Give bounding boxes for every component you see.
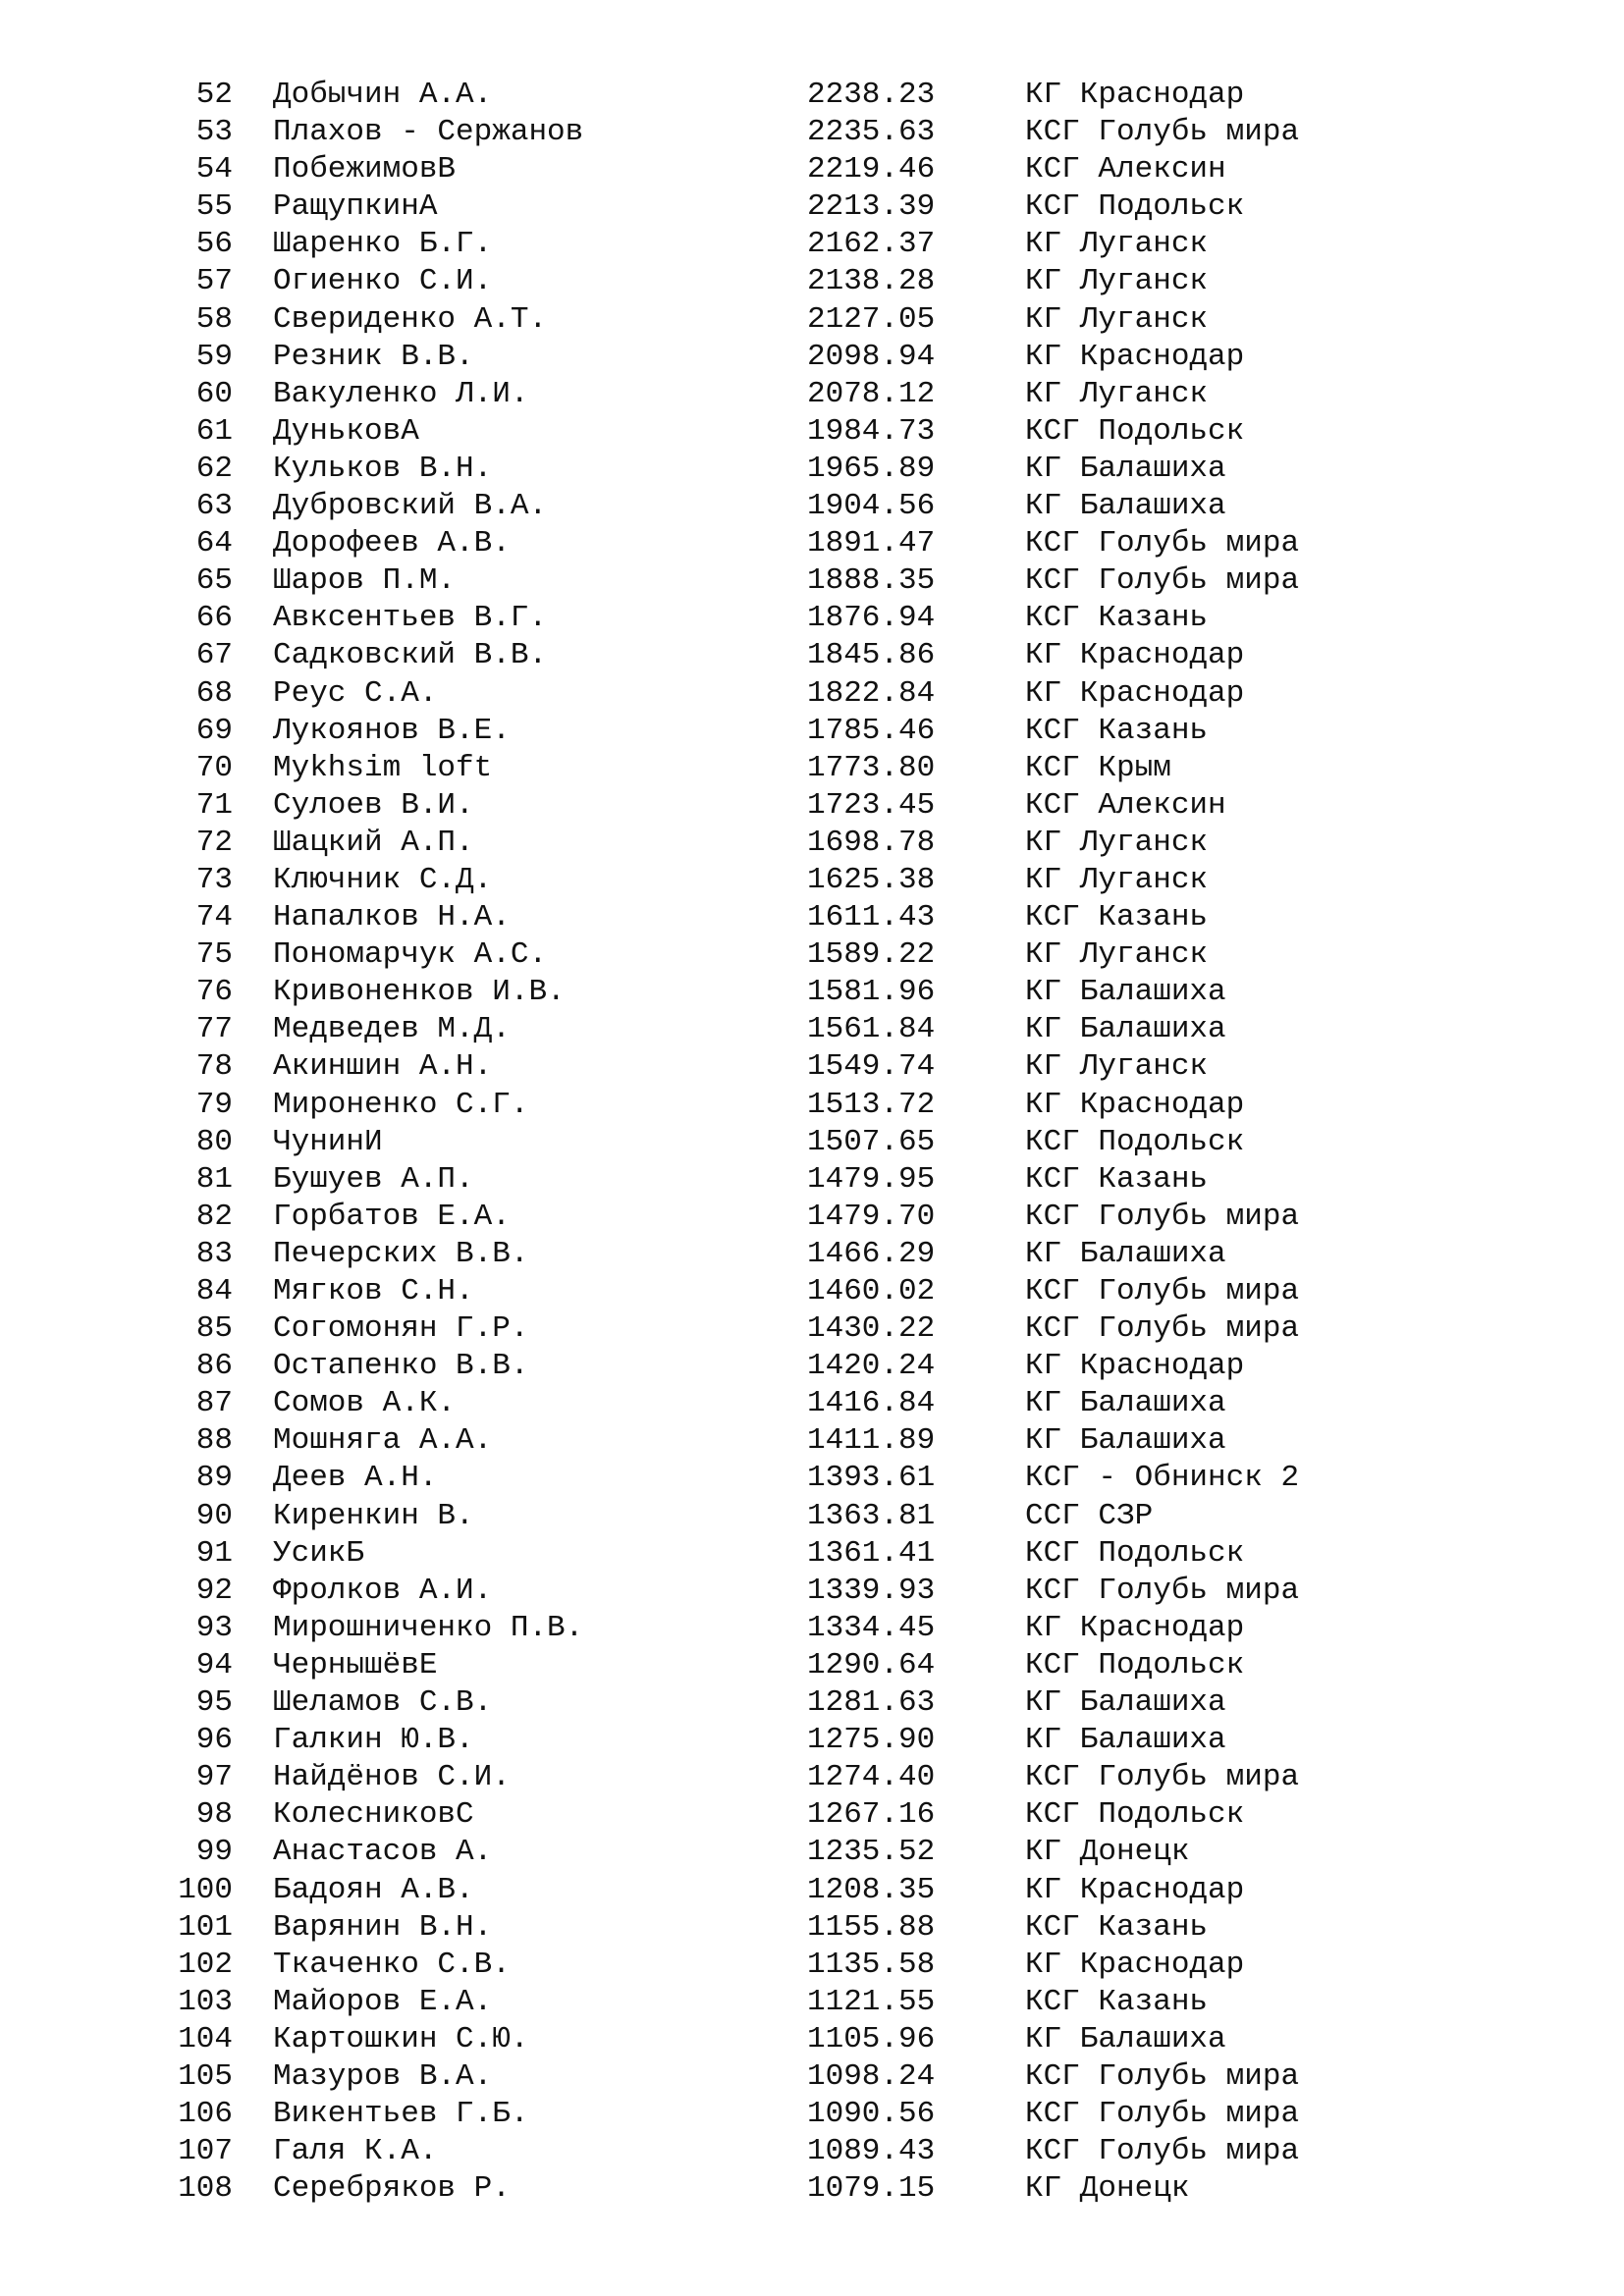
club-cell: КСГ Голубь мира bbox=[1025, 563, 1300, 599]
club-cell: КГ Балашиха bbox=[1025, 1723, 1226, 1758]
rank-cell: 101 bbox=[178, 1909, 233, 1945]
rank-cell: 57 bbox=[195, 264, 233, 299]
rank-cell: 64 bbox=[195, 526, 233, 561]
score-cell: 2213.39 bbox=[807, 189, 936, 225]
rank-cell: 97 bbox=[195, 1760, 233, 1795]
club-cell: КГ Краснодар bbox=[1025, 1087, 1245, 1122]
score-cell: 1479.95 bbox=[807, 1161, 936, 1197]
rank-cell: 93 bbox=[195, 1610, 233, 1645]
table-row bbox=[0, 1573, 1624, 1610]
name-cell: Найдёнов С.И. bbox=[273, 1760, 511, 1795]
score-cell: 1965.89 bbox=[807, 451, 936, 486]
score-cell: 1773.80 bbox=[807, 750, 936, 785]
name-cell: Мягков С.Н. bbox=[273, 1274, 474, 1308]
table-row bbox=[0, 675, 1624, 713]
name-cell: ДуньковА bbox=[273, 413, 419, 449]
club-cell: КГ Балашиха bbox=[1025, 2021, 1226, 2056]
rank-cell: 103 bbox=[178, 1984, 233, 2019]
score-cell: 2078.12 bbox=[807, 376, 936, 411]
score-cell: 1698.78 bbox=[807, 825, 936, 860]
rank-cell: 65 bbox=[195, 563, 233, 599]
rank-cell: 99 bbox=[195, 1835, 233, 1870]
club-cell: КСГ Голубь мира bbox=[1025, 1311, 1300, 1347]
name-cell: Mykhsim loft bbox=[273, 750, 493, 785]
rank-cell: 90 bbox=[195, 1498, 233, 1533]
table-row bbox=[0, 974, 1624, 1011]
club-cell: КСГ Крым bbox=[1025, 750, 1171, 785]
name-cell: Садковский В.В. bbox=[273, 638, 548, 673]
club-cell: КСГ Голубь мира bbox=[1025, 2097, 1300, 2132]
rank-cell: 102 bbox=[178, 1947, 233, 1982]
score-cell: 1430.22 bbox=[807, 1311, 936, 1347]
score-cell: 1891.47 bbox=[807, 526, 936, 561]
score-cell: 1561.84 bbox=[807, 1012, 936, 1047]
club-cell: КСГ Подольск bbox=[1025, 1535, 1245, 1571]
name-cell: Горбатов Е.А. bbox=[273, 1199, 511, 1234]
table-row bbox=[0, 713, 1624, 750]
score-cell: 2127.05 bbox=[807, 301, 936, 337]
score-cell: 1098.24 bbox=[807, 2058, 936, 2094]
name-cell: Кривоненков И.В. bbox=[273, 975, 566, 1010]
table-row bbox=[0, 562, 1624, 600]
score-cell: 1904.56 bbox=[807, 489, 936, 524]
name-cell: Фролков А.И. bbox=[273, 1573, 493, 1608]
rank-cell: 88 bbox=[195, 1423, 233, 1459]
score-cell: 1275.90 bbox=[807, 1723, 936, 1758]
score-cell: 1135.58 bbox=[807, 1947, 936, 1982]
name-cell: Майоров Е.А. bbox=[273, 1984, 493, 2019]
name-cell: Шацкий А.П. bbox=[273, 825, 474, 860]
table-row bbox=[0, 488, 1624, 525]
score-cell: 1723.45 bbox=[807, 787, 936, 823]
table-row bbox=[0, 2170, 1624, 2208]
rank-cell: 79 bbox=[195, 1087, 233, 1122]
club-cell: КГ Балашиха bbox=[1025, 1012, 1226, 1047]
name-cell: Дубровский В.А. bbox=[273, 489, 548, 524]
rank-cell: 63 bbox=[195, 489, 233, 524]
score-cell: 1888.35 bbox=[807, 563, 936, 599]
table-row bbox=[0, 787, 1624, 825]
table-row bbox=[0, 2096, 1624, 2133]
rank-cell: 108 bbox=[178, 2171, 233, 2207]
club-cell: КСГ Подольск bbox=[1025, 413, 1245, 449]
club-cell: КСГ Казань bbox=[1025, 1909, 1209, 1945]
table-row bbox=[0, 2021, 1624, 2058]
rank-cell: 56 bbox=[195, 227, 233, 262]
name-cell: Остапенко В.В. bbox=[273, 1349, 529, 1384]
score-cell: 1984.73 bbox=[807, 413, 936, 449]
name-cell: Дорофеев А.В. bbox=[273, 526, 511, 561]
name-cell: Деев А.Н. bbox=[273, 1461, 438, 1496]
club-cell: КГ Краснодар bbox=[1025, 1610, 1245, 1645]
table-row bbox=[0, 1310, 1624, 1348]
name-cell: ЧернышёвЕ bbox=[273, 1647, 438, 1682]
club-cell: КСГ Алексин bbox=[1025, 152, 1226, 187]
table-row bbox=[0, 1460, 1624, 1497]
table-row bbox=[0, 1161, 1624, 1199]
name-cell: Вакуленко Л.И. bbox=[273, 376, 529, 411]
table-row bbox=[0, 1048, 1624, 1086]
club-cell: КГ Луганск bbox=[1025, 227, 1209, 262]
rank-cell: 78 bbox=[195, 1049, 233, 1085]
club-cell: КСГ Алексин bbox=[1025, 787, 1226, 823]
club-cell: КГ Луганск bbox=[1025, 862, 1209, 897]
club-cell: КСГ Казань bbox=[1025, 713, 1209, 748]
table-row bbox=[0, 525, 1624, 562]
name-cell: Огиенко С.И. bbox=[273, 264, 493, 299]
score-cell: 1420.24 bbox=[807, 1349, 936, 1384]
rank-cell: 76 bbox=[195, 975, 233, 1010]
club-cell: КГ Луганск bbox=[1025, 937, 1209, 973]
rank-cell: 81 bbox=[195, 1161, 233, 1197]
club-cell: КСГ Казань bbox=[1025, 1984, 1209, 2019]
rank-cell: 68 bbox=[195, 675, 233, 711]
table-row bbox=[0, 413, 1624, 451]
rank-cell: 74 bbox=[195, 900, 233, 935]
table-row bbox=[0, 1422, 1624, 1460]
score-cell: 1411.89 bbox=[807, 1423, 936, 1459]
table-row bbox=[0, 750, 1624, 787]
name-cell: ЧунинИ bbox=[273, 1124, 383, 1159]
table-row bbox=[0, 1385, 1624, 1422]
score-cell: 1155.88 bbox=[807, 1909, 936, 1945]
rank-cell: 89 bbox=[195, 1461, 233, 1496]
name-cell: Галкин Ю.В. bbox=[273, 1723, 474, 1758]
name-cell: Картошкин С.Ю. bbox=[273, 2021, 529, 2056]
score-cell: 2098.94 bbox=[807, 339, 936, 374]
name-cell: Викентьев Г.Б. bbox=[273, 2097, 529, 2132]
rank-cell: 96 bbox=[195, 1723, 233, 1758]
rank-cell: 92 bbox=[195, 1573, 233, 1608]
rank-cell: 84 bbox=[195, 1274, 233, 1308]
score-cell: 1208.35 bbox=[807, 1872, 936, 1907]
score-cell: 1079.15 bbox=[807, 2171, 936, 2207]
score-cell: 1549.74 bbox=[807, 1049, 936, 1085]
name-cell: Серебряков Р. bbox=[273, 2171, 511, 2207]
name-cell: Мошняга А.А. bbox=[273, 1423, 493, 1459]
name-cell: Бадоян А.В. bbox=[273, 1872, 474, 1907]
rank-cell: 73 bbox=[195, 862, 233, 897]
club-cell: КГ Балашиха bbox=[1025, 489, 1226, 524]
club-cell: КСГ Подольск bbox=[1025, 1124, 1245, 1159]
results-table bbox=[0, 77, 1624, 2208]
name-cell: Мазуров В.А. bbox=[273, 2058, 493, 2094]
rank-cell: 60 bbox=[195, 376, 233, 411]
club-cell: КСГ Подольск bbox=[1025, 189, 1245, 225]
score-cell: 1290.64 bbox=[807, 1647, 936, 1682]
table-row bbox=[0, 1984, 1624, 2021]
name-cell: Акиншин А.Н. bbox=[273, 1049, 493, 1085]
club-cell: КСГ Казань bbox=[1025, 900, 1209, 935]
table-row bbox=[0, 637, 1624, 674]
score-cell: 1460.02 bbox=[807, 1274, 936, 1308]
rank-cell: 87 bbox=[195, 1386, 233, 1421]
table-row bbox=[0, 1834, 1624, 1871]
club-cell: КСГ Казань bbox=[1025, 601, 1209, 636]
club-cell: КГ Балашиха bbox=[1025, 451, 1226, 486]
table-row bbox=[0, 1011, 1624, 1048]
score-cell: 1625.38 bbox=[807, 862, 936, 897]
score-cell: 1334.45 bbox=[807, 1610, 936, 1645]
rank-cell: 105 bbox=[178, 2058, 233, 2094]
name-cell: Медведев М.Д. bbox=[273, 1012, 511, 1047]
table-row bbox=[0, 301, 1624, 339]
score-cell: 2219.46 bbox=[807, 152, 936, 187]
table-row bbox=[0, 226, 1624, 263]
name-cell: Печерских В.В. bbox=[273, 1236, 529, 1271]
table-row bbox=[0, 1947, 1624, 1984]
rank-cell: 100 bbox=[178, 1872, 233, 1907]
rank-cell: 95 bbox=[195, 1685, 233, 1721]
rank-cell: 71 bbox=[195, 787, 233, 823]
club-cell: КГ Балашиха bbox=[1025, 975, 1226, 1010]
rank-cell: 70 bbox=[195, 750, 233, 785]
club-cell: КСГ - Обнинск 2 bbox=[1025, 1461, 1300, 1496]
rank-cell: 106 bbox=[178, 2097, 233, 2132]
club-cell: КСГ Голубь мира bbox=[1025, 1573, 1300, 1608]
rank-cell: 77 bbox=[195, 1012, 233, 1047]
name-cell: Резник В.В. bbox=[273, 339, 474, 374]
score-cell: 1089.43 bbox=[807, 2134, 936, 2169]
score-cell: 1611.43 bbox=[807, 900, 936, 935]
name-cell: Ткаченко С.В. bbox=[273, 1947, 511, 1982]
club-cell: КСГ Подольск bbox=[1025, 1797, 1245, 1833]
rank-cell: 75 bbox=[195, 937, 233, 973]
name-cell: Добычин А.А. bbox=[273, 78, 493, 112]
club-cell: КСГ Подольск bbox=[1025, 1647, 1245, 1682]
table-row bbox=[0, 151, 1624, 188]
score-cell: 1845.86 bbox=[807, 638, 936, 673]
table-row bbox=[0, 451, 1624, 488]
rank-cell: 72 bbox=[195, 825, 233, 860]
rank-cell: 66 bbox=[195, 601, 233, 636]
rank-cell: 98 bbox=[195, 1797, 233, 1833]
rank-cell: 104 bbox=[178, 2021, 233, 2056]
score-cell: 1513.72 bbox=[807, 1087, 936, 1122]
club-cell: КГ Луганск bbox=[1025, 825, 1209, 860]
club-cell: КСГ Голубь мира bbox=[1025, 1760, 1300, 1795]
name-cell: Сомов А.К. bbox=[273, 1386, 457, 1421]
score-cell: 1822.84 bbox=[807, 675, 936, 711]
name-cell: Плахов - Сержанов bbox=[273, 115, 584, 150]
name-cell: Анастасов А. bbox=[273, 1835, 493, 1870]
rank-cell: 86 bbox=[195, 1349, 233, 1384]
score-cell: 1121.55 bbox=[807, 1984, 936, 2019]
score-cell: 1090.56 bbox=[807, 2097, 936, 2132]
score-cell: 1876.94 bbox=[807, 601, 936, 636]
rank-cell: 55 bbox=[195, 189, 233, 225]
table-row bbox=[0, 1087, 1624, 1124]
name-cell: Свериденко А.Т. bbox=[273, 301, 548, 337]
rank-cell: 83 bbox=[195, 1236, 233, 1271]
club-cell: КГ Луганск bbox=[1025, 264, 1209, 299]
name-cell: Кульков В.Н. bbox=[273, 451, 493, 486]
table-row bbox=[0, 1909, 1624, 1947]
name-cell: Шаров П.М. bbox=[273, 563, 457, 599]
name-cell: Киренкин В. bbox=[273, 1498, 474, 1533]
club-cell: КГ Краснодар bbox=[1025, 1872, 1245, 1907]
club-cell: КСГ Голубь мира bbox=[1025, 2134, 1300, 2169]
name-cell: Бушуев А.П. bbox=[273, 1161, 474, 1197]
table-row bbox=[0, 899, 1624, 936]
club-cell: КГ Донецк bbox=[1025, 1835, 1190, 1870]
club-cell: КГ Краснодар bbox=[1025, 675, 1245, 711]
score-cell: 2138.28 bbox=[807, 264, 936, 299]
rank-cell: 91 bbox=[195, 1535, 233, 1571]
club-cell: КСГ Голубь мира bbox=[1025, 1274, 1300, 1308]
rank-cell: 85 bbox=[195, 1311, 233, 1347]
table-row bbox=[0, 1124, 1624, 1161]
name-cell: Лукоянов В.Е. bbox=[273, 713, 511, 748]
score-cell: 2162.37 bbox=[807, 227, 936, 262]
club-cell: КГ Балашиха bbox=[1025, 1236, 1226, 1271]
score-cell: 1281.63 bbox=[807, 1685, 936, 1721]
table-row bbox=[0, 1273, 1624, 1310]
rank-cell: 59 bbox=[195, 339, 233, 374]
rank-cell: 80 bbox=[195, 1124, 233, 1159]
table-row bbox=[0, 1796, 1624, 1834]
score-cell: 1274.40 bbox=[807, 1760, 936, 1795]
score-cell: 1393.61 bbox=[807, 1461, 936, 1496]
name-cell: УсикБ bbox=[273, 1535, 365, 1571]
table-row bbox=[0, 1348, 1624, 1385]
score-cell: 1363.81 bbox=[807, 1498, 936, 1533]
table-row bbox=[0, 77, 1624, 114]
club-cell: КСГ Казань bbox=[1025, 1161, 1209, 1197]
name-cell: Согомонян Г.Р. bbox=[273, 1311, 529, 1347]
table-row bbox=[0, 1684, 1624, 1722]
table-row bbox=[0, 1759, 1624, 1796]
club-cell: КСГ Голубь мира bbox=[1025, 526, 1300, 561]
table-row bbox=[0, 1610, 1624, 1647]
club-cell: КГ Луганск bbox=[1025, 1049, 1209, 1085]
name-cell: Мирошниченко П.В. bbox=[273, 1610, 584, 1645]
name-cell: Галя К.А. bbox=[273, 2134, 438, 2169]
club-cell: КГ Донецк bbox=[1025, 2171, 1190, 2207]
score-cell: 1589.22 bbox=[807, 937, 936, 973]
name-cell: Шеламов С.В. bbox=[273, 1685, 493, 1721]
rank-cell: 82 bbox=[195, 1199, 233, 1234]
table-row bbox=[0, 1722, 1624, 1759]
rank-cell: 94 bbox=[195, 1647, 233, 1682]
name-cell: Реус С.А. bbox=[273, 675, 438, 711]
score-cell: 1466.29 bbox=[807, 1236, 936, 1271]
table-row bbox=[0, 1872, 1624, 1909]
club-cell: КГ Краснодар bbox=[1025, 339, 1245, 374]
table-row bbox=[0, 339, 1624, 376]
name-cell: КолесниковС bbox=[273, 1797, 474, 1833]
table-row bbox=[0, 376, 1624, 413]
score-cell: 2238.23 bbox=[807, 78, 936, 112]
name-cell: Напалков Н.А. bbox=[273, 900, 511, 935]
table-row bbox=[0, 862, 1624, 899]
table-row bbox=[0, 600, 1624, 637]
name-cell: Варянин В.Н. bbox=[273, 1909, 493, 1945]
score-cell: 1235.52 bbox=[807, 1835, 936, 1870]
score-cell: 1361.41 bbox=[807, 1535, 936, 1571]
club-cell: КГ Балашиха bbox=[1025, 1386, 1226, 1421]
table-row bbox=[0, 2058, 1624, 2096]
name-cell: Пономарчук А.С. bbox=[273, 937, 548, 973]
club-cell: КСГ Голубь мира bbox=[1025, 115, 1300, 150]
rank-cell: 54 bbox=[195, 152, 233, 187]
table-row bbox=[0, 114, 1624, 151]
table-row bbox=[0, 936, 1624, 974]
score-cell: 1339.93 bbox=[807, 1573, 936, 1608]
rank-cell: 58 bbox=[195, 301, 233, 337]
club-cell: КГ Луганск bbox=[1025, 376, 1209, 411]
club-cell: КГ Краснодар bbox=[1025, 1349, 1245, 1384]
name-cell: Ключник С.Д. bbox=[273, 862, 493, 897]
score-cell: 1105.96 bbox=[807, 2021, 936, 2056]
club-cell: КГ Луганск bbox=[1025, 301, 1209, 337]
club-cell: КСГ Голубь мира bbox=[1025, 2058, 1300, 2094]
score-cell: 1507.65 bbox=[807, 1124, 936, 1159]
rank-cell: 107 bbox=[178, 2134, 233, 2169]
rank-cell: 61 bbox=[195, 413, 233, 449]
name-cell: РащупкинА bbox=[273, 189, 438, 225]
rank-cell: 53 bbox=[195, 115, 233, 150]
name-cell: Сулоев В.И. bbox=[273, 787, 474, 823]
score-cell: 1785.46 bbox=[807, 713, 936, 748]
table-row bbox=[0, 1535, 1624, 1573]
score-cell: 1479.70 bbox=[807, 1199, 936, 1234]
table-row bbox=[0, 2133, 1624, 2170]
club-cell: ССГ СЗР bbox=[1025, 1498, 1154, 1533]
name-cell: Шаренко Б.Г. bbox=[273, 227, 493, 262]
name-cell: Мироненко С.Г. bbox=[273, 1087, 529, 1122]
table-row bbox=[0, 1199, 1624, 1236]
table-row bbox=[0, 263, 1624, 300]
table-row bbox=[0, 188, 1624, 226]
rank-cell: 62 bbox=[195, 451, 233, 486]
rank-cell: 69 bbox=[195, 713, 233, 748]
club-cell: КГ Балашиха bbox=[1025, 1423, 1226, 1459]
table-row bbox=[0, 1498, 1624, 1535]
club-cell: КГ Краснодар bbox=[1025, 638, 1245, 673]
rank-cell: 67 bbox=[195, 638, 233, 673]
table-row bbox=[0, 825, 1624, 862]
score-cell: 1581.96 bbox=[807, 975, 936, 1010]
score-cell: 1267.16 bbox=[807, 1797, 936, 1833]
score-cell: 2235.63 bbox=[807, 115, 936, 150]
club-cell: КГ Балашиха bbox=[1025, 1685, 1226, 1721]
rank-cell: 52 bbox=[195, 78, 233, 112]
table-row bbox=[0, 1236, 1624, 1273]
table-row bbox=[0, 1647, 1624, 1684]
name-cell: Авксентьев В.Г. bbox=[273, 601, 548, 636]
club-cell: КГ Краснодар bbox=[1025, 78, 1245, 112]
name-cell: ПобежимовВ bbox=[273, 152, 457, 187]
score-cell: 1416.84 bbox=[807, 1386, 936, 1421]
club-cell: КСГ Голубь мира bbox=[1025, 1199, 1300, 1234]
club-cell: КГ Краснодар bbox=[1025, 1947, 1245, 1982]
